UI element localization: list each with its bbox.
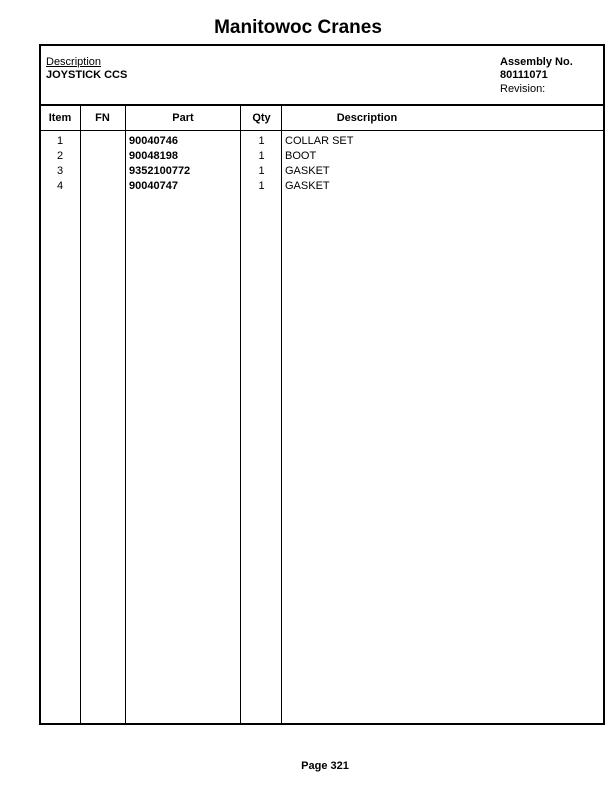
item-number: 1 — [56, 135, 64, 147]
column-divider — [240, 106, 241, 723]
column-header-description: Description — [336, 112, 398, 124]
column-header-item: Item — [48, 112, 72, 124]
part-description: GASKET — [285, 165, 330, 177]
part-number: 9352100772 — [129, 165, 191, 177]
description-label: Description — [46, 56, 102, 68]
part-description: GASKET — [285, 180, 330, 192]
assembly-number-value: 80111071 — [500, 69, 548, 81]
page-title: Manitowoc Cranes — [214, 17, 382, 38]
parts-list-frame — [39, 44, 605, 725]
quantity: 1 — [258, 135, 265, 147]
column-divider — [281, 106, 282, 723]
quantity: 1 — [258, 180, 265, 192]
item-number: 3 — [56, 165, 64, 177]
part-description: BOOT — [285, 150, 317, 162]
column-header-qty: Qty — [252, 112, 271, 124]
column-header-part: Part — [172, 112, 194, 124]
part-number: 90040746 — [129, 135, 178, 147]
table-row — [41, 135, 603, 150]
column-divider — [80, 106, 81, 723]
quantity: 1 — [258, 150, 265, 162]
part-number: 90048198 — [129, 150, 178, 162]
column-divider — [125, 106, 126, 723]
assembly-header — [41, 46, 603, 106]
revision-label: Revision: — [500, 83, 546, 95]
part-description: COLLAR SET — [285, 135, 354, 147]
page-number: Page 321 — [301, 760, 349, 772]
table-row — [41, 165, 603, 180]
column-header-fn: FN — [95, 112, 110, 124]
part-number: 90040747 — [129, 180, 178, 192]
table-body — [41, 135, 603, 195]
item-number: 2 — [56, 150, 64, 162]
assembly-number-label: Assembly No. — [500, 56, 573, 68]
description-value: JOYSTICK CCS — [46, 69, 128, 81]
table-row — [41, 150, 603, 165]
quantity: 1 — [258, 165, 265, 177]
table-row — [41, 180, 603, 195]
item-number: 4 — [56, 180, 64, 192]
